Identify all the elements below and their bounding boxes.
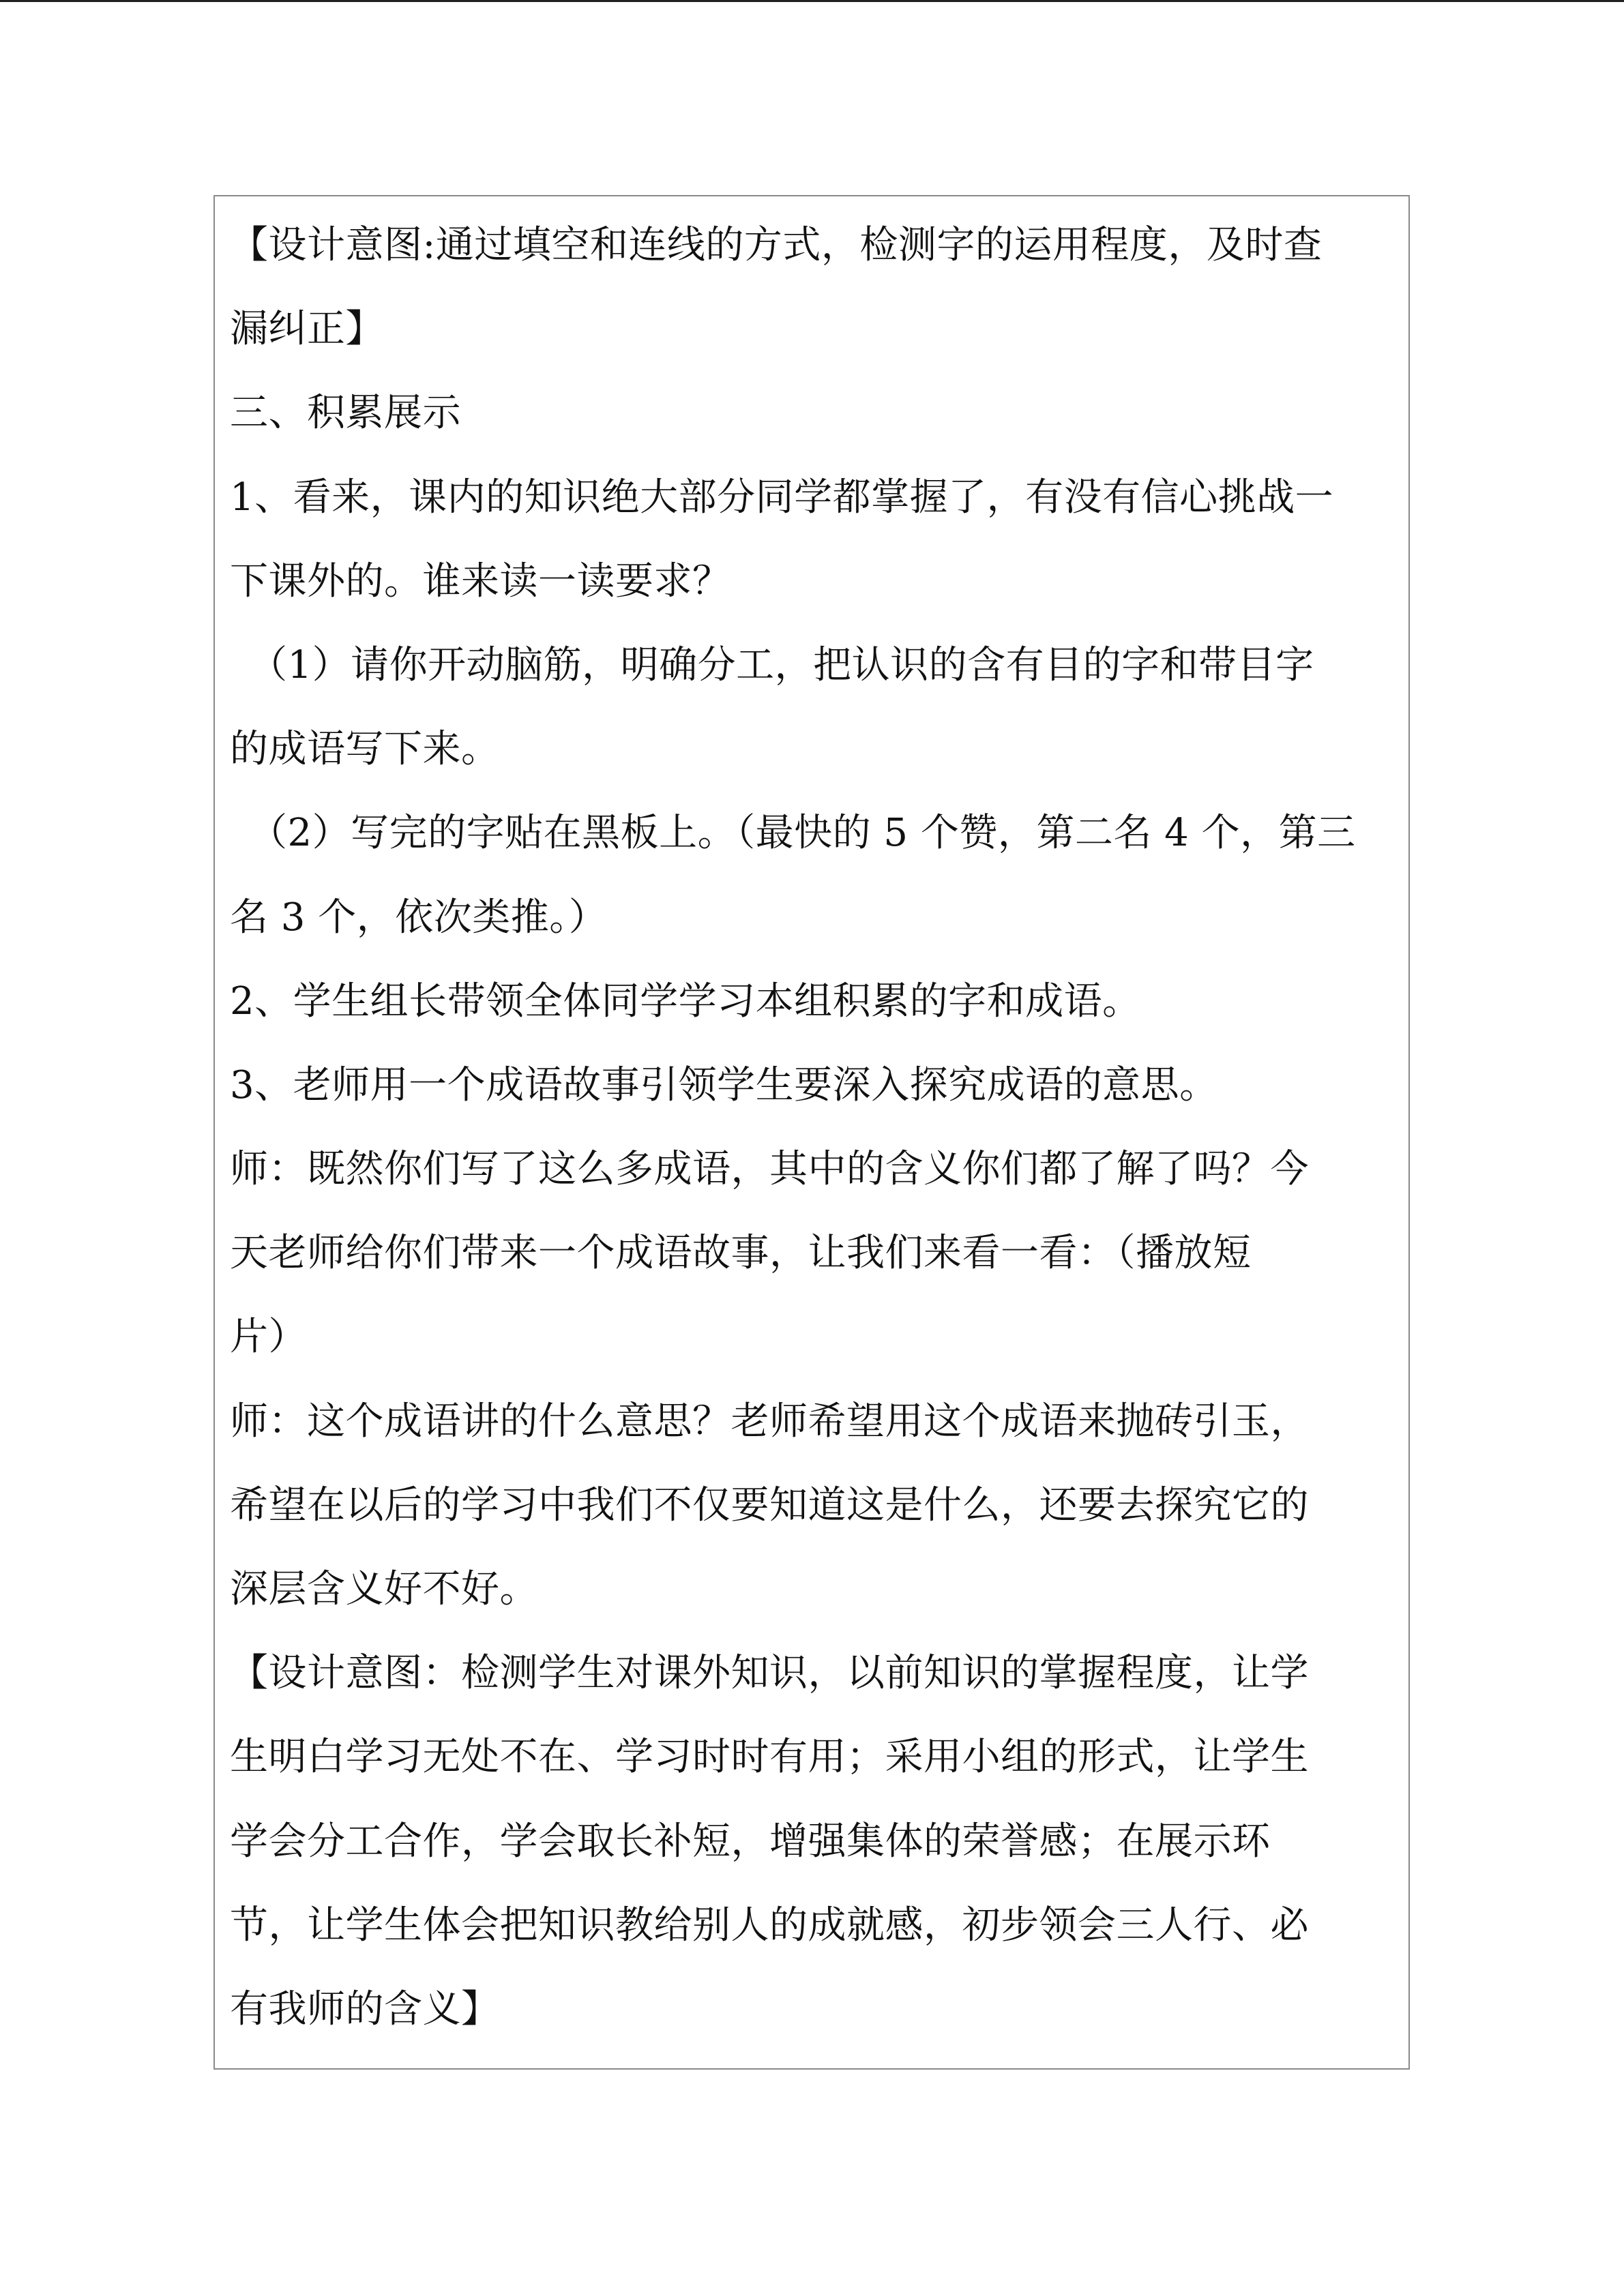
requirement-1-line-2: 的成语写下来。	[230, 727, 500, 772]
section-heading: 三、积累展示	[230, 391, 461, 436]
step-2-line: 2、学生组长带领全体同学学习本组积累的字和成语。	[230, 979, 1141, 1024]
requirement-1-line-1: （1）请你开动脑筋，明确分工，把认识的含有目的字和带目字	[249, 642, 1314, 687]
requirement-2-line-1: （2）写完的字贴在黑板上。（最快的 5 个赞，第二名 4 个，第三	[249, 811, 1356, 856]
page-top-rule	[0, 0, 1624, 2]
teacher-line-5: 希望在以后的学习中我们不仅要知道这是什么，还要去探究它的	[230, 1482, 1309, 1527]
step-3-line: 3、老师用一个成语故事引领学生要深入探究成语的意思。	[230, 1062, 1218, 1107]
design-intent-line-2: 漏纠正】	[230, 307, 384, 352]
design-intent-2-line-5: 有我师的含义】	[230, 1986, 500, 2031]
design-intent-line-1: 【设计意图:通过填空和连线的方式，检测字的运用程度，及时查	[230, 223, 1323, 267]
teacher-line-1: 师：既然你们写了这么多成语，其中的含义你们都了解了吗？今	[230, 1147, 1309, 1192]
teacher-line-3: 片）	[230, 1315, 307, 1360]
design-intent-2-line-3: 学会分工合作，学会取长补短，增强集体的荣誉感；在展示环	[230, 1819, 1271, 1864]
requirement-2-line-2: 名 3 个，依次类推。）	[230, 895, 608, 940]
design-intent-2-line-2: 生明白学习无处不在、学习时时有用；采用小组的形式，让学生	[230, 1735, 1309, 1780]
step-1-line-2: 下课外的。谁来读一读要求？	[230, 558, 731, 603]
design-intent-2-line-1: 【设计意图：检测学生对课外知识，以前知识的掌握程度，让学	[230, 1651, 1309, 1696]
teacher-line-6: 深层含义好不好。	[230, 1567, 538, 1611]
teacher-line-2: 天老师给你们带来一个成语故事，让我们来看一看：（播放短	[230, 1231, 1252, 1276]
content-box	[213, 195, 1410, 2070]
step-1-line-1: 1、看来，课内的知识绝大部分同学都掌握了，有没有信心挑战一	[230, 475, 1334, 520]
text-lines	[230, 203, 1389, 2051]
teacher-line-4: 师：这个成语讲的什么意思？老师希望用这个成语来抛砖引玉，	[230, 1399, 1309, 1444]
design-intent-2-line-4: 节，让学生体会把知识教给别人的成就感，初步领会三人行、必	[230, 1903, 1309, 1948]
